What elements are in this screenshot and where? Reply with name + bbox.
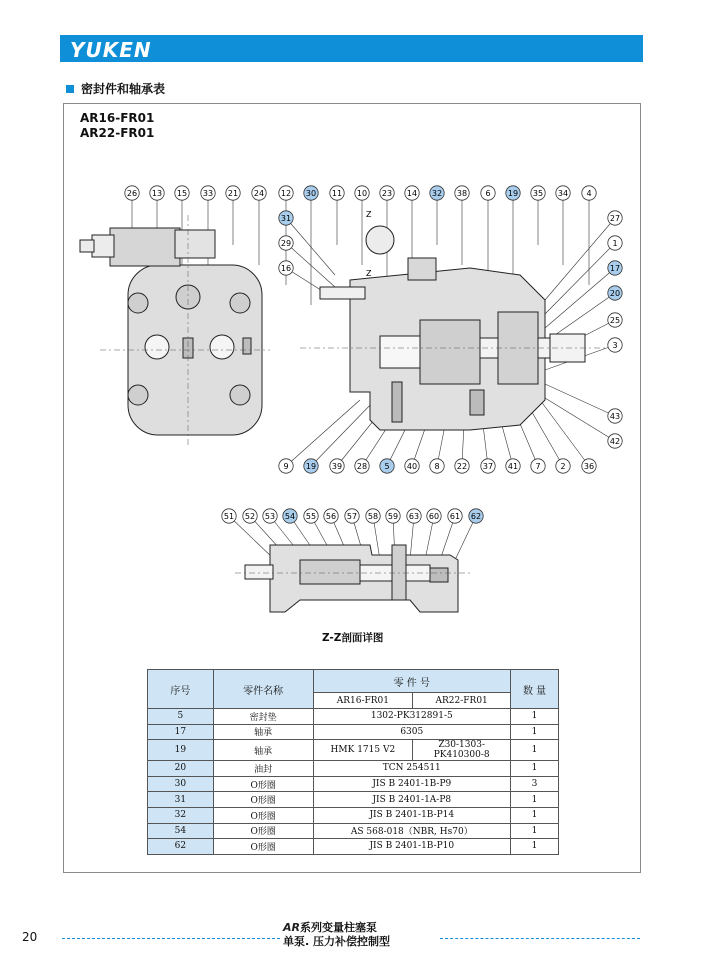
z-mark: Z [366,269,372,278]
cell-name: O形圈 [213,776,313,792]
callout-number: 30 [305,189,317,198]
cell-qty: 1 [511,740,559,761]
footer-rule-right [440,938,640,939]
callout-number: 32 [431,189,443,198]
callout-number: 23 [381,189,393,198]
footer-line-1: 系列变量柱塞泵 [299,921,377,934]
callout-number: 13 [151,189,163,198]
cell-qty: 3 [511,776,559,792]
cell-no: 32 [148,807,214,823]
cell-no: 19 [148,740,214,761]
callout-number: 11 [331,189,343,198]
cell-name: O形圈 [213,792,313,808]
brand-logo: YUKEN [70,38,152,62]
callout-number: 27 [609,214,621,223]
callout-number: 41 [507,462,519,471]
footer-title [283,921,390,949]
callout-number: 54 [284,512,296,521]
callout-number: 60 [428,512,440,521]
cell-part-no: JIS B 2401-1B-P10 [313,839,511,855]
callout-number: 21 [227,189,239,198]
callout-number: 9 [283,462,289,471]
callout-number: 1 [612,239,618,248]
cell-qty: 1 [511,724,559,740]
callout-number: 37 [482,462,494,471]
cell-part-ar22: Z30-1303-PK410300-8 [413,740,511,761]
cell-part-no: AS 568-018（NBR, Hs70） [313,823,511,839]
callout-number: 59 [387,512,399,521]
callout-number: 6 [485,189,491,198]
cell-part-no: JIS B 2401-1B-P9 [313,776,511,792]
model-label-1: AR16-FR01 [80,111,155,125]
model-label-2: AR22-FR01 [80,126,155,140]
callout-number: 15 [176,189,188,198]
callout-number: 26 [126,189,138,198]
series-mark: AR [283,921,300,934]
cell-name: O形圈 [213,807,313,823]
callout-number: 2 [560,462,566,471]
table-row [148,740,559,761]
footer-rule-left [62,938,280,939]
table-row [148,709,559,725]
callout-number: 3 [612,341,618,350]
callout-number: 39 [331,462,343,471]
cell-no: 31 [148,792,214,808]
cell-part-ar16: HMK 1715 V2 [313,740,413,761]
callout-number: 53 [264,512,276,521]
col-name: 零件名称 [213,670,313,709]
cell-no: 17 [148,724,214,740]
table-row [148,823,559,839]
cell-qty: 1 [511,823,559,839]
cell-qty: 1 [511,807,559,823]
callout-number: 56 [325,512,337,521]
callout-number: 62 [470,512,482,521]
callout-number: 52 [244,512,256,521]
callout-number: 55 [305,512,317,521]
section-title: 密封件和轴承表 [81,82,166,96]
callout-number: 40 [406,462,418,471]
col-qty: 数 量 [511,670,559,709]
callout-number: 14 [406,189,418,198]
col-ar22: AR22-FR01 [413,693,511,709]
col-part-no: 零 件 号 [313,670,511,693]
cell-part-no: JIS B 2401-1A-P8 [313,792,511,808]
callout-number: 63 [408,512,420,521]
callout-number: 57 [346,512,358,521]
cell-qty: 1 [511,839,559,855]
cell-no: 30 [148,776,214,792]
z-mark: Z [366,210,372,219]
seal-bearing-table [147,669,559,855]
col-no: 序号 [148,670,214,709]
callout-number: 42 [609,437,621,446]
callout-number: 10 [356,189,368,198]
cell-name: O形圈 [213,823,313,839]
cell-name: 轴承 [213,740,313,761]
cell-no: 5 [148,709,214,725]
callout-number: 34 [557,189,569,198]
page-number: 20 [22,930,38,944]
callout-number: 29 [280,239,292,248]
callout-number: 19 [507,189,519,198]
table-row [148,807,559,823]
cell-part-no: JIS B 2401-1B-P14 [313,807,511,823]
table-row [148,761,559,777]
cell-qty: 1 [511,709,559,725]
callout-number: 12 [280,189,292,198]
callout-number: 8 [434,462,440,471]
callout-number: 51 [223,512,235,521]
col-ar16: AR16-FR01 [313,693,413,709]
cell-name: 轴承 [213,724,313,740]
callout-number: 28 [356,462,368,471]
cell-no: 20 [148,761,214,777]
callout-number: 31 [280,214,292,223]
pump-side-view [80,228,262,435]
callout-number: 25 [609,316,621,325]
callout-number: 36 [583,462,595,471]
footer-line-2: 单泵. 压力补偿控制型 [283,935,391,948]
callout-number: 33 [202,189,214,198]
cell-name: O形圈 [213,839,313,855]
callout-number: 61 [449,512,461,521]
callout-number: 35 [532,189,544,198]
callout-number: 20 [609,289,621,298]
callout-number: 38 [456,189,468,198]
callout-number: 16 [280,264,292,273]
table-row [148,839,559,855]
cell-part-no: 6305 [313,724,511,740]
table-row [148,792,559,808]
cell-part-no: 1302-PK312891-5 [313,709,511,725]
table-row [148,724,559,740]
callout-number: 43 [609,412,621,421]
callout-number: 19 [305,462,317,471]
callout-number: 4 [586,189,592,198]
cell-no: 62 [148,839,214,855]
callout-number: 17 [609,264,621,273]
detail-view [245,545,458,612]
cell-qty: 1 [511,761,559,777]
callout-number: 58 [367,512,379,521]
callout-number: 24 [253,189,265,198]
cell-name: 密封垫 [213,709,313,725]
cell-part-no: TCN 254511 [313,761,511,777]
detail-caption: Z-Z剖面详图 [322,632,384,644]
cell-name: 油封 [213,761,313,777]
callout-number: 5 [384,462,390,471]
callout-number: 22 [456,462,468,471]
table-row [148,776,559,792]
pump-section-view [320,226,585,430]
cell-no: 54 [148,823,214,839]
cell-qty: 1 [511,792,559,808]
callout-number: 7 [535,462,541,471]
